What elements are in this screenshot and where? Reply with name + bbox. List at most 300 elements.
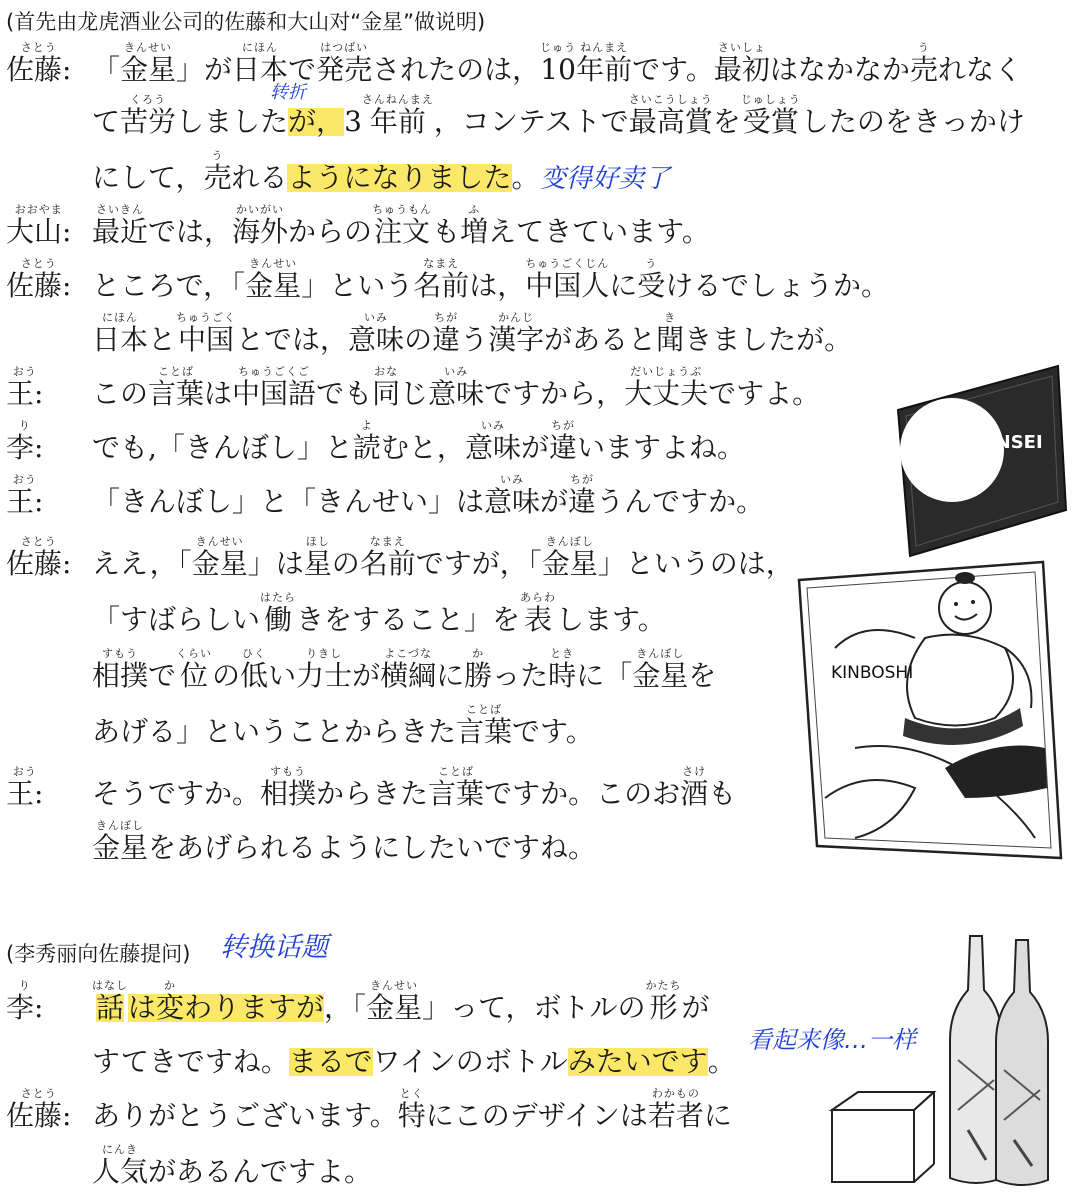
dialogue-text: ですか。このお (484, 777, 681, 810)
furigana: はなし (92, 979, 128, 992)
dialogue-text: は， (469, 269, 526, 302)
ruby-word (910, 42, 938, 84)
furigana: くらい (176, 647, 213, 660)
furigana: さいしょ (717, 41, 766, 54)
dialogue-text: そうですか。 (92, 777, 261, 810)
dialogue-text: 3 (344, 105, 362, 138)
furigana: さけ (682, 765, 707, 778)
dialogue-text: ありがとうございます。 (92, 1099, 398, 1132)
speaker-furigana: さとう (20, 257, 57, 270)
furigana: ちゅうごくご (238, 365, 311, 378)
kanji-word: 金星 (632, 659, 689, 692)
ruby-word (624, 366, 708, 408)
speaker-furigana: り (18, 419, 31, 432)
ruby-word (629, 94, 713, 136)
ruby-word (398, 1088, 426, 1130)
dialogue-text: きをすること」を (296, 603, 521, 636)
ruby-word (488, 312, 544, 354)
dialogue-text: も (708, 777, 737, 810)
dialogue-text: です。 (632, 53, 714, 86)
furigana: だいじょうぶ (630, 365, 703, 378)
highlighted-text: ようになりました (287, 161, 512, 194)
kanji-word: 同 (372, 377, 401, 410)
furigana: よこづな (384, 647, 432, 660)
ruby-word (232, 366, 316, 408)
dialogue-text: にして， (92, 161, 204, 194)
kanji-word: 年前 (576, 53, 633, 86)
dialogue-text: ええ，「 (92, 547, 192, 580)
speaker-furigana: おう (12, 473, 37, 486)
ruby-word (92, 980, 128, 1022)
dialogue-text: で (148, 659, 177, 692)
furigana: いみ (364, 311, 389, 324)
kanji-word: 大丈夫 (624, 377, 709, 410)
ruby-word (176, 312, 236, 354)
masu-box (832, 1110, 914, 1182)
ruby-word (632, 648, 688, 690)
furigana: にほん (242, 41, 279, 54)
ruby-word (240, 648, 268, 690)
kanji-word: 働 (264, 603, 293, 636)
furigana: いみ (500, 473, 525, 486)
dialogue-text: に「 (576, 659, 633, 692)
dialogue-text: 。 (707, 1045, 736, 1078)
furigana: きんぼし (96, 819, 144, 832)
dialogue-text: は (204, 377, 233, 410)
ruby-word (432, 312, 460, 354)
furigana: はつばい (320, 41, 369, 54)
dialogue-text: う (460, 323, 489, 356)
kanji-word: 低 (240, 659, 269, 692)
kanji-word: 金星 (541, 547, 598, 580)
dialogue-text: はなかなか (769, 53, 910, 86)
dialogue-text: をあげられるようにしたいですね。 (148, 831, 597, 864)
ruby-word (156, 980, 184, 1022)
ruby-word (260, 766, 316, 808)
kanji-word: 年前 (369, 105, 426, 138)
dialogue-text: します。 (556, 603, 666, 636)
furigana: か (472, 647, 485, 660)
ruby-word (540, 42, 576, 84)
dialogue-text: に (436, 659, 465, 692)
furigana: ちゅうごくじん (525, 257, 610, 270)
ruby-word (366, 980, 422, 1022)
dialogue-text: ですから， (484, 377, 625, 410)
dialogue-text: 」って，ボトルの (422, 991, 646, 1024)
kanji-word: 中国 (178, 323, 235, 356)
dialogue-text: て (92, 105, 121, 138)
kanji-word: 金星 (366, 991, 423, 1024)
ruby-word (304, 536, 332, 578)
furigana: じゅう (540, 41, 577, 54)
ruby-word (656, 312, 684, 354)
ruby-word (680, 766, 708, 808)
speaker-furigana: さとう (20, 41, 57, 54)
kanji-word: 受 (637, 269, 666, 302)
handwritten-note-looks-like: 看起来像…一样 (748, 1026, 916, 1054)
speaker-label: 王: (6, 777, 44, 810)
speaker-name (6, 968, 43, 1022)
highlighted-text: が， (288, 105, 345, 138)
speaker-name (6, 408, 43, 462)
dialogue-text: 」という (301, 269, 414, 302)
dialogue-text: けるでしょうか。 (665, 269, 890, 302)
speaker-name (6, 192, 71, 246)
dialogue-text: ，「 (324, 991, 367, 1024)
furigana: ほし (305, 535, 330, 548)
furigana: きんせい (195, 535, 244, 548)
ruby-word (648, 1088, 704, 1130)
highlighted-text: みたいです (567, 1045, 708, 1078)
kanji-word: 意味 (348, 323, 405, 356)
ruby-word (316, 42, 372, 84)
ruby-word (360, 536, 416, 578)
kinsei-label-illustration (880, 360, 1072, 560)
speaker-name (6, 754, 43, 808)
dialogue-text: の (212, 659, 241, 692)
kanji-word: 表 (524, 603, 553, 636)
dialogue-text: を (712, 105, 741, 138)
highlighted-text: わりますが (184, 991, 325, 1024)
dialogue-text: を (688, 659, 717, 692)
speaker-label: 李: (6, 991, 44, 1024)
kanji-word: 横綱 (380, 659, 437, 692)
kanji-word: 変 (156, 991, 185, 1024)
kanji-word: 注文 (374, 215, 431, 248)
bottles-illustration (818, 930, 1068, 1192)
speaker-name (6, 524, 71, 578)
ruby-word (576, 42, 632, 84)
kanji-word: 違 (548, 431, 577, 464)
kanji-word: 星 (303, 547, 332, 580)
furigana: う (211, 149, 224, 162)
handwritten-note-conjunction: 转折 (270, 82, 306, 103)
kanji-word: 意味 (428, 377, 485, 410)
dialogue-text: すてきですね。 (92, 1045, 289, 1078)
ruby-word (245, 258, 301, 300)
dialogue-text: ，コンテストで (433, 105, 629, 138)
furigana: きんせい (370, 979, 419, 992)
furigana: さいきん (96, 203, 144, 216)
ruby-word (348, 312, 404, 354)
speaker-furigana: おう (12, 365, 37, 378)
ruby-word (525, 258, 609, 300)
kanji-word: 金星 (92, 831, 149, 864)
speaker-furigana: おう (12, 765, 37, 778)
dialogue-text: 「すばらしい (92, 603, 261, 636)
speaker-furigana: おおやま (14, 203, 63, 216)
dialogue-text: と (148, 323, 177, 356)
speaker-name (6, 462, 43, 516)
kanji-word: 力士 (296, 659, 353, 692)
kanji-word: 酒 (680, 777, 709, 810)
dialogue-text: されたのは， (372, 53, 541, 86)
furigana: う (645, 257, 658, 270)
dialogue-text: では， (148, 215, 233, 248)
dialogue-text: えてきています。 (488, 215, 710, 248)
dialogue-text: 。 (511, 161, 540, 194)
kanji-word: 言葉 (148, 377, 205, 410)
kanji-word: 特 (397, 1099, 426, 1132)
speaker-label: 大山: (6, 215, 72, 248)
kinboshi-sumo-illustration (795, 558, 1067, 870)
kanji-word: 意味 (464, 431, 521, 464)
kanji-word: 日本 (232, 53, 289, 86)
ruby-word (428, 366, 484, 408)
furigana: すもう (270, 765, 307, 778)
ruby-word (637, 258, 665, 300)
speaker-name (6, 246, 71, 300)
dialogue-text: にこのデザインは (425, 1099, 648, 1132)
speaker-name (6, 30, 71, 84)
ruby-word (120, 42, 176, 84)
ruby-word (741, 94, 801, 136)
furigana: あらわ (520, 591, 557, 604)
furigana: さんねんまえ (361, 93, 434, 106)
kanji-word: 苦労 (120, 105, 177, 138)
ruby-word (92, 312, 148, 354)
kanji-word: 違 (568, 485, 597, 518)
dialogue-text: の (404, 323, 433, 356)
furigana: き (664, 311, 677, 324)
dialogue-text: 」というのは， (597, 547, 794, 580)
ruby-word (428, 766, 484, 808)
kanji-word: 勝 (464, 659, 493, 692)
dialogue-text: ですよ。 (708, 377, 821, 410)
furigana: なまえ (369, 535, 406, 548)
speaker-furigana: さとう (20, 535, 57, 548)
furigana: ちゅうごく (176, 311, 237, 324)
furigana: ひく (242, 647, 267, 660)
dialogue-text: が (540, 485, 569, 518)
kanji-word: 売 (203, 161, 232, 194)
ruby-word (549, 420, 577, 462)
speaker-label: 李: (6, 431, 44, 464)
ruby-word (92, 820, 148, 862)
dialogue-text: 「きんぼし」と「きんせい」は (92, 485, 485, 518)
furigana: いみ (444, 365, 469, 378)
ruby-word (548, 648, 576, 690)
ruby-word (646, 980, 682, 1022)
furigana: かたち (645, 979, 682, 992)
kanji-word: 違 (432, 323, 461, 356)
kanji-word: 海外 (232, 215, 289, 248)
dialogue-text: 」が (176, 53, 233, 86)
dialogue-text: きましたが。 (684, 323, 853, 356)
dialogue-text: で (288, 53, 317, 86)
intro-note-1: (首先由龙虎酒业公司的佐藤和大山对“金星”做说明) (6, 10, 486, 34)
dialogue-text: でも (316, 377, 373, 410)
speaker-label: 佐藤: (6, 547, 72, 580)
furigana: とき (550, 647, 575, 660)
intro-note-2: (李秀丽向佐藤提问) (6, 942, 191, 966)
kinsei-text: KINSEI (975, 432, 1043, 453)
ruby-word (484, 474, 540, 516)
dialogue-text: った (492, 659, 549, 692)
kanji-word: 位 (180, 659, 209, 692)
furigana: かんじ (498, 311, 535, 324)
dialogue-text: です。 (512, 715, 594, 748)
ruby-word (460, 204, 488, 246)
ruby-word (380, 648, 436, 690)
furigana: う (917, 41, 930, 54)
furigana: ちが (550, 419, 575, 432)
ruby-word (260, 592, 296, 634)
furigana: ちが (434, 311, 459, 324)
ruby-word (176, 648, 212, 690)
furigana: おな (374, 365, 399, 378)
kanji-word: 最高賞 (628, 105, 713, 138)
speaker-label: 王: (6, 485, 44, 518)
dialogue-text: 「 (92, 53, 121, 86)
kanji-word: 日本 (92, 323, 149, 356)
furigana: ことば (438, 765, 475, 778)
kinboshi-text: KINBOSHI (831, 663, 914, 683)
kanji-word: 発売 (316, 53, 373, 86)
kanji-word: 聞 (656, 323, 685, 356)
ruby-word (92, 648, 148, 690)
ruby-word (92, 1144, 148, 1186)
dialogue-text: れる (231, 161, 288, 194)
dialogue-text: したのをきっかけ (800, 105, 1025, 138)
kanji-word: 最初 (713, 53, 770, 86)
furigana: ちゅうもん (372, 203, 433, 216)
ruby-word (148, 366, 204, 408)
dialogue-text: も (432, 215, 461, 248)
kanji-word: 若者 (647, 1099, 704, 1132)
kanji-word: 中国語 (232, 377, 317, 410)
ruby-word (296, 648, 352, 690)
kanji-word: 人気 (92, 1155, 149, 1188)
dialogue-text: に (703, 1099, 732, 1132)
dialogue-text: が (352, 659, 381, 692)
furigana: かいがい (236, 203, 285, 216)
furigana: りきし (306, 647, 343, 660)
speaker-label: 佐藤: (6, 1099, 72, 1132)
dialogue-text: からの (288, 215, 373, 248)
speaker-name (6, 354, 43, 408)
ruby-word (362, 94, 434, 136)
dialogue-text: ワインのボトル (372, 1045, 568, 1078)
furigana: なまえ (423, 257, 460, 270)
speaker-label: 佐藤: (6, 53, 72, 86)
furigana: くろう (130, 93, 167, 106)
dialogue-text: があるんですよ。 (148, 1155, 373, 1188)
speaker-label: 佐藤: (6, 269, 72, 302)
kanji-word: 話 (95, 991, 124, 1024)
kanji-word: 受賞 (742, 105, 799, 138)
kanji-word: 言葉 (456, 715, 513, 748)
dialogue-text: うんですか。 (596, 485, 765, 518)
furigana: すもう (102, 647, 138, 660)
dialogue-text: じ (400, 377, 429, 410)
furigana: にほん (102, 311, 138, 324)
kanji-word: 中国人 (525, 269, 610, 302)
furigana: よ (360, 419, 373, 432)
dialogue-text: があると (544, 323, 657, 356)
handwritten-note-topic-change: 转换话题 (220, 932, 328, 963)
kanji-word: 相撲 (260, 777, 317, 810)
ruby-word (456, 704, 512, 746)
ruby-word (203, 150, 231, 192)
dialogue-text: ですが，「 (415, 547, 542, 580)
kanji-word: 形 (649, 991, 678, 1024)
kanji-word: 10 (540, 53, 576, 86)
dialogue-text: 」は (247, 547, 304, 580)
kanji-word: 時 (548, 659, 577, 692)
ruby-word (192, 536, 248, 578)
ruby-word (413, 258, 469, 300)
ruby-word (120, 94, 176, 136)
furigana: ことば (466, 703, 503, 716)
kanji-word: 増 (460, 215, 489, 248)
speaker-furigana: り (18, 979, 31, 992)
ruby-word (520, 592, 556, 634)
dialogue-text: とでは， (236, 323, 349, 356)
furigana: にんき (102, 1143, 138, 1156)
furigana: きんせい (249, 257, 298, 270)
ruby-word (372, 366, 400, 408)
ruby-word (568, 474, 596, 516)
kanji-word: 金星 (120, 53, 177, 86)
dialogue-text: が (520, 431, 549, 464)
dialogue-text: に (609, 269, 638, 302)
kanji-word: 読 (352, 431, 381, 464)
dialogue-text: しました (176, 105, 289, 138)
kanji-word: 売 (909, 53, 938, 86)
furigana: きんぼし (545, 535, 594, 548)
highlighted-text: まるで (288, 1045, 373, 1078)
bottle-right (996, 940, 1048, 1185)
furigana: わかもの (651, 1087, 700, 1100)
kanji-word: 最近 (92, 215, 149, 248)
kanji-word: 漢字 (488, 323, 545, 356)
kanji-word: 名前 (413, 269, 470, 302)
dialogue-text: からきた (316, 777, 429, 810)
handwritten-note-became-sellable: 变得好卖了 (540, 164, 671, 194)
dialogue-text: れなく (937, 53, 1022, 86)
ruby-word (714, 42, 770, 84)
kanji-word: 相撲 (92, 659, 149, 692)
highlighted-text: は (128, 991, 157, 1024)
furigana: ことば (158, 365, 195, 378)
furigana: はたら (260, 591, 297, 604)
furigana: さいこうしょう (628, 93, 713, 106)
ruby-word (372, 204, 432, 246)
furigana: ねんまえ (580, 41, 629, 54)
kanji-word: 意味 (484, 485, 541, 518)
ruby-word (542, 536, 598, 578)
kanji-word: 名前 (359, 547, 416, 580)
furigana: ふ (468, 203, 481, 216)
kanji-word: 金星 (245, 269, 302, 302)
speaker-furigana: さとう (20, 1087, 57, 1100)
speaker-name (6, 1076, 71, 1130)
ruby-word (465, 420, 521, 462)
dialogue-text: い (268, 659, 297, 692)
furigana: いみ (480, 419, 505, 432)
furigana: か (164, 979, 177, 992)
kanji-word: 言葉 (428, 777, 485, 810)
furigana: ちが (570, 473, 595, 486)
dialogue-text: が (681, 991, 710, 1024)
furigana: じゅしょう (740, 93, 801, 106)
dialogue-text: の (331, 547, 360, 580)
dialogue-text: でも,「きんぼし」と (92, 431, 353, 464)
ruby-word (353, 420, 381, 462)
speaker-label: 王: (6, 377, 44, 410)
kanji-word: 金星 (191, 547, 248, 580)
